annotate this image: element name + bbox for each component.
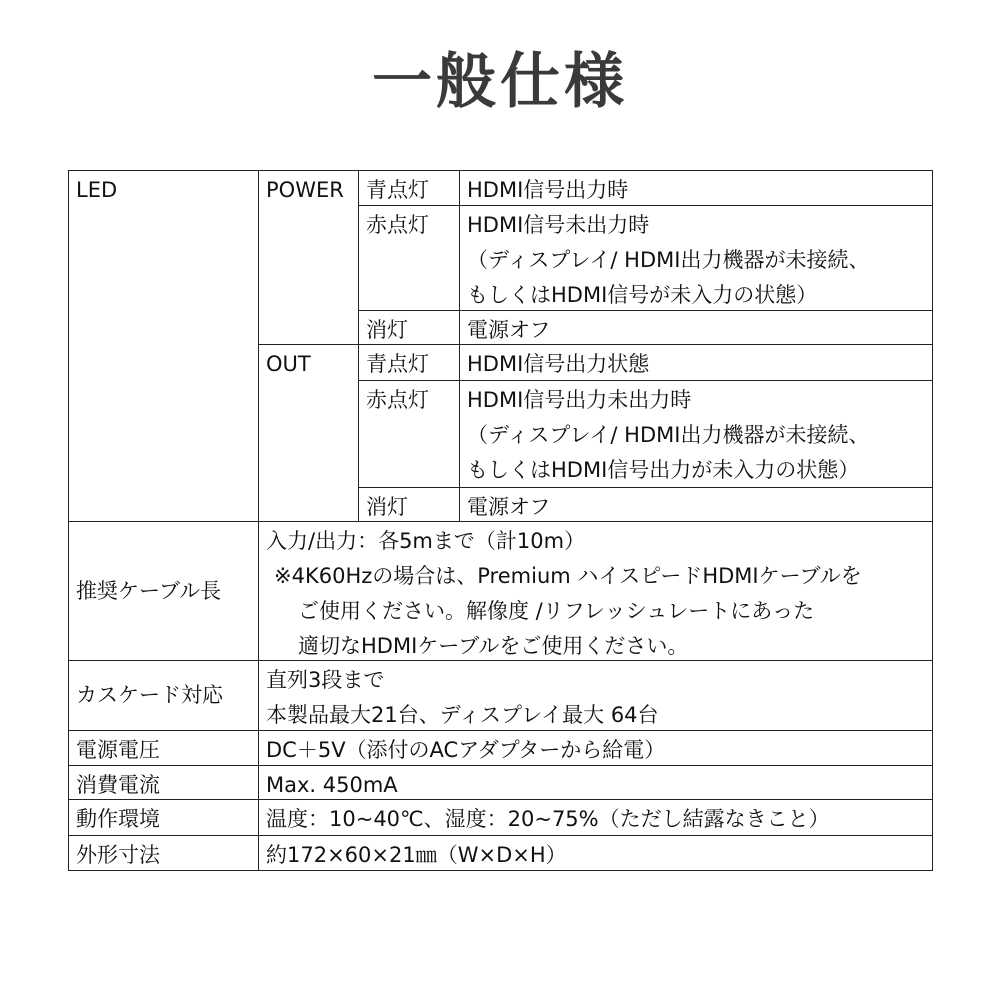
dimensions-value-cell <box>258 835 933 871</box>
environment-label: 動作環境 <box>76 807 160 831</box>
out-state-red-cell <box>358 380 460 488</box>
cascade-desc-cell <box>258 660 933 731</box>
cable-line-4: 適切なHDMIケーブルをご使用ください。 <box>298 634 689 658</box>
power-desc-red-line-1: HDMI信号未出力時 <box>467 213 650 237</box>
dimensions-value: 約172×60×21㎜（W×D×H） <box>266 843 567 867</box>
out-desc-red-line-3: もしくはHDMI信号出力が未入力の状態） <box>467 458 860 482</box>
out-state-off: 消灯 <box>366 495 408 519</box>
power-label: POWER <box>266 178 344 202</box>
out-desc-red-line-2: （ディスプレイ/ HDMI出力機器が未接続、 <box>467 423 870 447</box>
out-state-blue-cell <box>358 344 460 381</box>
voltage-value: DC＋5V（添付のACアダプターから給電） <box>266 738 666 762</box>
out-desc-off: 電源オフ <box>467 495 551 519</box>
current-label: 消費電流 <box>76 773 160 797</box>
environment-label-cell <box>68 799 259 836</box>
out-desc-red-cell <box>459 380 933 488</box>
environment-value: 温度：10~40℃、湿度：20~75%（ただし結露なきこと） <box>266 807 830 831</box>
power-state-red: 赤点灯 <box>366 213 429 237</box>
cable-line-3: ご使用ください。解像度 /リフレッシュレートにあった <box>298 599 815 623</box>
power-state-blue: 青点灯 <box>366 178 429 202</box>
power-state-blue-cell <box>358 170 460 206</box>
voltage-value-cell <box>258 730 933 766</box>
current-value: Max. 450mA <box>266 773 398 797</box>
out-label: OUT <box>266 352 311 376</box>
current-value-cell <box>258 765 933 800</box>
cascade-label-cell <box>68 660 259 731</box>
dimensions-label: 外形寸法 <box>76 843 160 867</box>
power-state-red-cell <box>358 205 460 311</box>
power-label-cell <box>258 170 359 345</box>
power-desc-red-cell <box>459 205 933 311</box>
power-desc-blue: HDMI信号出力時 <box>467 178 629 202</box>
page-title: 一般仕様 <box>372 47 628 117</box>
cascade-line-2: 本製品最大21台、ディスプレイ最大 64台 <box>266 703 659 727</box>
cable-label: 推奨ケーブル長 <box>76 578 222 603</box>
power-state-off: 消灯 <box>366 318 408 342</box>
cascade-line-1: 直列3段まで <box>266 668 385 692</box>
power-state-off-cell <box>358 310 460 345</box>
out-state-off-cell <box>358 487 460 522</box>
cascade-label: カスケード対応 <box>76 683 223 707</box>
power-desc-blue-cell <box>459 170 933 206</box>
cable-line-1: 入力/出力：各5mまで（計10m） <box>266 529 586 553</box>
out-desc-blue: HDMI信号出力状態 <box>467 352 650 376</box>
environment-value-cell <box>258 799 933 836</box>
led-label: LED <box>76 178 118 202</box>
power-desc-red-line-3: もしくはHDMI信号が未入力の状態） <box>467 283 818 307</box>
power-desc-red-line-2: （ディスプレイ/ HDMI出力機器が未接続、 <box>467 248 870 272</box>
cable-label-cell <box>68 521 259 661</box>
cable-line-2: ※4K60Hzの場合は、Premium ハイスピードHDMIケーブルを <box>274 564 862 588</box>
voltage-label: 電源電圧 <box>76 738 160 762</box>
out-state-red: 赤点灯 <box>366 388 429 412</box>
out-state-blue: 青点灯 <box>366 352 429 376</box>
out-desc-red-line-1: HDMI信号出力未出力時 <box>467 388 692 412</box>
out-desc-blue-cell <box>459 344 933 381</box>
dimensions-label-cell <box>68 835 259 871</box>
out-desc-off-cell <box>459 487 933 522</box>
out-label-cell <box>258 344 359 522</box>
led-label-cell <box>68 170 259 522</box>
cable-desc-cell <box>258 521 933 661</box>
power-desc-off-cell <box>459 310 933 345</box>
voltage-label-cell <box>68 730 259 766</box>
current-label-cell <box>68 765 259 800</box>
power-desc-off: 電源オフ <box>467 318 551 342</box>
